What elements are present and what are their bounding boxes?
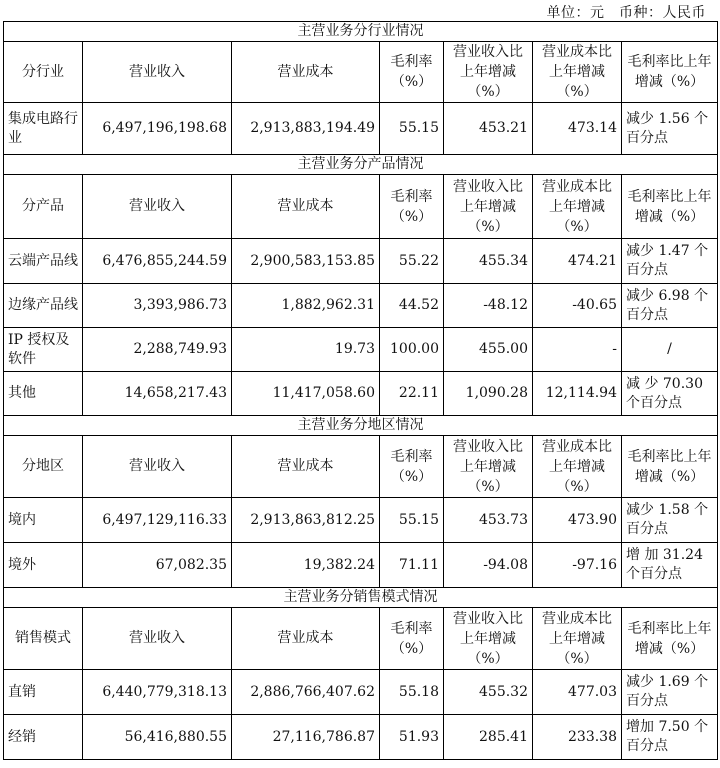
header-cost-yoy: 营业成本比上年增减（%） (533, 436, 622, 498)
row-margin-yoy: 减少 1.58 个百分点 (622, 498, 718, 543)
row-cost-yoy: - (533, 328, 622, 372)
row-name: 云端产品线 (4, 239, 83, 284)
row-name: 境外 (4, 543, 83, 588)
row-revenue-yoy: -48.12 (444, 284, 533, 328)
header-margin-yoy: 毛利率比上年增减（%） (622, 436, 718, 498)
row-cost: 27,116,786.87 (232, 715, 380, 760)
header-margin: 毛利率（%） (380, 42, 444, 103)
header-margin: 毛利率（%） (380, 608, 444, 670)
row-name: 集成电路行业 (4, 103, 83, 155)
row-margin-yoy: 减少 1.69 个百分点 (622, 670, 718, 715)
table-row (4, 239, 718, 284)
row-margin: 71.11 (380, 543, 444, 588)
row-name: 其他 (4, 372, 83, 416)
row-name: 经销 (4, 715, 83, 760)
header-margin: 毛利率（%） (380, 436, 444, 498)
header-revenue: 营业收入 (83, 42, 232, 103)
row-revenue-yoy: 455.32 (444, 670, 533, 715)
row-cost-yoy: 473.90 (533, 498, 622, 543)
section-title-industry: 主营业务分行业情况 (4, 22, 718, 42)
main-business-table (3, 21, 718, 760)
section-title-product: 主营业务分产品情况 (4, 155, 718, 175)
row-cost: 2,886,766,407.62 (232, 670, 380, 715)
header-revenue-yoy: 营业收入比上年增减（%） (444, 436, 533, 498)
row-margin: 55.15 (380, 103, 444, 155)
row-margin-yoy: 增 加 31.24 个百分点 (622, 543, 718, 588)
row-revenue-yoy: 1,090.28 (444, 372, 533, 416)
header-revenue-yoy: 营业收入比上年增减（%） (444, 42, 533, 103)
header-dimension: 销售模式 (4, 608, 83, 670)
row-name: 边缘产品线 (4, 284, 83, 328)
row-margin-yoy: 减少 1.47 个百分点 (622, 239, 718, 284)
header-margin: 毛利率（%） (380, 175, 444, 239)
row-cost-yoy: 473.14 (533, 103, 622, 155)
row-name: 直销 (4, 670, 83, 715)
row-cost: 2,913,883,194.49 (232, 103, 380, 155)
row-cost: 2,900,583,153.85 (232, 239, 380, 284)
header-dimension: 分产品 (4, 175, 83, 239)
row-revenue-yoy: 455.34 (444, 239, 533, 284)
row-margin-yoy: 减 少 70.30 个百分点 (622, 372, 718, 416)
row-revenue-yoy: -94.08 (444, 543, 533, 588)
header-dimension: 分地区 (4, 436, 83, 498)
header-cost: 营业成本 (232, 42, 380, 103)
row-name: IP 授权及软件 (4, 328, 83, 372)
section-title-region: 主营业务分地区情况 (4, 416, 718, 436)
table-row (4, 328, 718, 372)
row-cost: 19,382.24 (232, 543, 380, 588)
row-margin-yoy: 增加 7.50 个百分点 (622, 715, 718, 760)
header-revenue: 营业收入 (83, 608, 232, 670)
header-revenue: 营业收入 (83, 175, 232, 239)
row-margin: 55.22 (380, 239, 444, 284)
table-row (4, 715, 718, 760)
row-cost-yoy: 477.03 (533, 670, 622, 715)
row-cost-yoy: -97.16 (533, 543, 622, 588)
header-margin-yoy: 毛利率比上年增减（%） (622, 175, 718, 239)
row-cost-yoy: 12,114.94 (533, 372, 622, 416)
header-margin-yoy: 毛利率比上年增减（%） (622, 42, 718, 103)
header-cost-yoy: 营业成本比上年增减（%） (533, 42, 622, 103)
row-margin: 44.52 (380, 284, 444, 328)
header-revenue: 营业收入 (83, 436, 232, 498)
row-revenue-yoy: 455.00 (444, 328, 533, 372)
header-cost-yoy: 营业成本比上年增减（%） (533, 608, 622, 670)
row-cost-yoy: 233.38 (533, 715, 622, 760)
section-title-sales-mode: 主营业务分销售模式情况 (4, 588, 718, 608)
header-cost: 营业成本 (232, 608, 380, 670)
table-row (4, 103, 718, 155)
row-revenue: 6,476,855,244.59 (83, 239, 232, 284)
row-revenue: 6,497,129,116.33 (83, 498, 232, 543)
table-row (4, 543, 718, 588)
row-cost: 2,913,863,812.25 (232, 498, 380, 543)
row-margin: 55.18 (380, 670, 444, 715)
row-revenue: 56,416,880.55 (83, 715, 232, 760)
row-margin-yoy: 减少 1.56 个百分点 (622, 103, 718, 155)
row-revenue: 2,288,749.93 (83, 328, 232, 372)
row-revenue: 3,393,986.73 (83, 284, 232, 328)
row-margin: 55.15 (380, 498, 444, 543)
row-margin: 100.00 (380, 328, 444, 372)
row-revenue: 6,440,779,318.13 (83, 670, 232, 715)
table-row (4, 498, 718, 543)
header-revenue-yoy: 营业收入比上年增减（%） (444, 175, 533, 239)
row-cost: 1,882,962.31 (232, 284, 380, 328)
header-cost-yoy: 营业成本比上年增减（%） (533, 175, 622, 239)
table-row (4, 670, 718, 715)
row-revenue-yoy: 285.41 (444, 715, 533, 760)
row-revenue-yoy: 453.73 (444, 498, 533, 543)
header-cost: 营业成本 (232, 175, 380, 239)
header-cost: 营业成本 (232, 436, 380, 498)
row-cost-yoy: 474.21 (533, 239, 622, 284)
row-cost-yoy: -40.65 (533, 284, 622, 328)
row-margin: 22.11 (380, 372, 444, 416)
unit-currency-note: 单位：元 币种：人民币 (546, 5, 706, 21)
row-revenue-yoy: 453.21 (444, 103, 533, 155)
header-margin-yoy: 毛利率比上年增减（%） (622, 608, 718, 670)
row-cost: 11,417,058.60 (232, 372, 380, 416)
row-margin: 51.93 (380, 715, 444, 760)
table-row (4, 372, 718, 416)
row-margin-yoy: 减少 6.98 个百分点 (622, 284, 718, 328)
row-revenue: 14,658,217.43 (83, 372, 232, 416)
row-name: 境内 (4, 498, 83, 543)
row-revenue: 67,082.35 (83, 543, 232, 588)
row-revenue: 6,497,196,198.68 (83, 103, 232, 155)
row-margin-yoy: / (622, 328, 718, 372)
row-cost: 19.73 (232, 328, 380, 372)
header-revenue-yoy: 营业收入比上年增减（%） (444, 608, 533, 670)
table-row (4, 284, 718, 328)
header-dimension: 分行业 (4, 42, 83, 103)
